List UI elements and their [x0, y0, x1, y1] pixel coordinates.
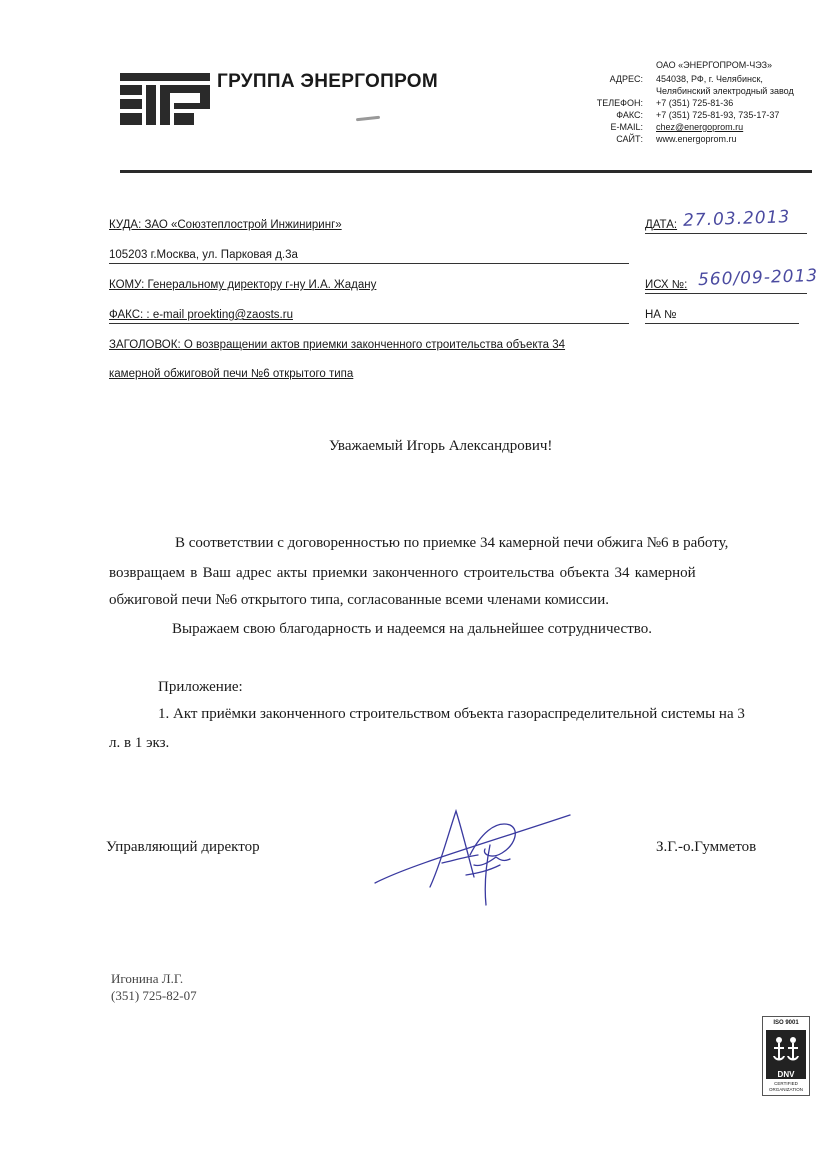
address-underline: [109, 263, 629, 264]
dnv-label: DNV: [766, 1070, 806, 1079]
executor-name: Игонина Л.Г.: [111, 971, 184, 986]
paragraph-2: Выражаем свою благодарность и надеемся на дальнейшее сотрудничество.: [172, 621, 652, 637]
date-underline: [645, 233, 807, 234]
incoming-number-label: НА №: [645, 309, 677, 321]
cert-line-2: ORGANIZATION: [769, 1087, 803, 1092]
brand-name: ГРУППА ЭНЕРГОПРОМ: [217, 71, 438, 92]
cert-line-1: CERTIFIED: [774, 1081, 798, 1086]
handwritten-signature: [370, 805, 585, 910]
outgoing-number-underline: [645, 293, 807, 294]
iso-label: ISO 9001: [773, 1020, 799, 1026]
signatory-name: З.Г.-о.Гумметов: [656, 839, 757, 855]
outgoing-number-value: 560/09-2013: [697, 265, 819, 291]
subject-line-2: камерной обжиговой печи №6 открытого типа: [109, 368, 354, 380]
contact-row-fax: ФАКС:: [616, 110, 643, 120]
contact-row-email: E-MAIL:: [610, 122, 643, 132]
to-field: КУДА: ЗАО «Союзтеплострой Инжиниринг»: [109, 219, 342, 231]
attachment-line-1: 1. Акт приёмки законченного строительством объекта газораспределительной системы на 3: [158, 706, 745, 722]
attachment-title: Приложение:: [158, 679, 243, 695]
contact-value-fax: +7 (351) 725-81-93, 735-17-37: [656, 110, 780, 120]
company-name: ОАО «ЭНЕРГОПРОМ-ЧЭЗ»: [656, 60, 773, 70]
paragraph-1-line-1: В соответствии с договоренностью по приемке 34 камерной печи обжига №6 в работу,: [175, 535, 729, 551]
incoming-number-underline: [645, 323, 799, 324]
anchor-icon: [770, 1034, 802, 1066]
greeting: Уважаемый Игорь Александрович!: [329, 438, 553, 454]
contact-value-address-2: Челябинский электродный завод: [656, 86, 794, 96]
executor-phone: (351) 725-82-07: [111, 988, 197, 1003]
contact-row-site: САЙТ:: [616, 134, 643, 144]
paragraph-1-line-2: возвращаем в Ваш адрес акты приемки законченного строительства объекта 34 камерной: [109, 565, 696, 581]
outgoing-number-label: ИСХ №:: [645, 279, 688, 291]
letterhead-divider: [120, 170, 812, 173]
attachment-line-2: л. в 1 экз.: [109, 735, 170, 751]
contact-value-address: 454038, РФ, г. Челябинск,: [656, 74, 763, 84]
fax-underline: [109, 323, 629, 324]
contact-row-phone: ТЕЛЕФОН:: [596, 98, 643, 108]
contact-value-email: chez@energoprom.ru: [656, 122, 744, 132]
date-value: 27.03.2013: [682, 207, 791, 231]
fax-field: ФАКС: : e-mail proekting@zaosts.ru: [109, 309, 293, 321]
contact-row-address: АДРЕС:: [609, 74, 643, 84]
whom-field: КОМУ: Генеральному директору г-ну И.А. Жадану: [109, 279, 377, 291]
contact-value-phone: +7 (351) 725-81-36: [656, 98, 734, 108]
certification-badge: [762, 1016, 810, 1096]
subject-line-1: ЗАГОЛОВОК: О возвращении актов приемки законченного строительства объекта 34: [109, 339, 566, 351]
date-label: ДАТА:: [645, 219, 678, 231]
signatory-position: Управляющий директор: [106, 839, 260, 855]
contact-value-site: www.energoprom.ru: [656, 134, 737, 144]
paragraph-1-line-3: обжиговой печи №6 открытого типа, согласованные всеми членами комиссии.: [109, 592, 609, 608]
address-field: 105203 г.Москва, ул. Парковая д.3а: [109, 249, 298, 261]
